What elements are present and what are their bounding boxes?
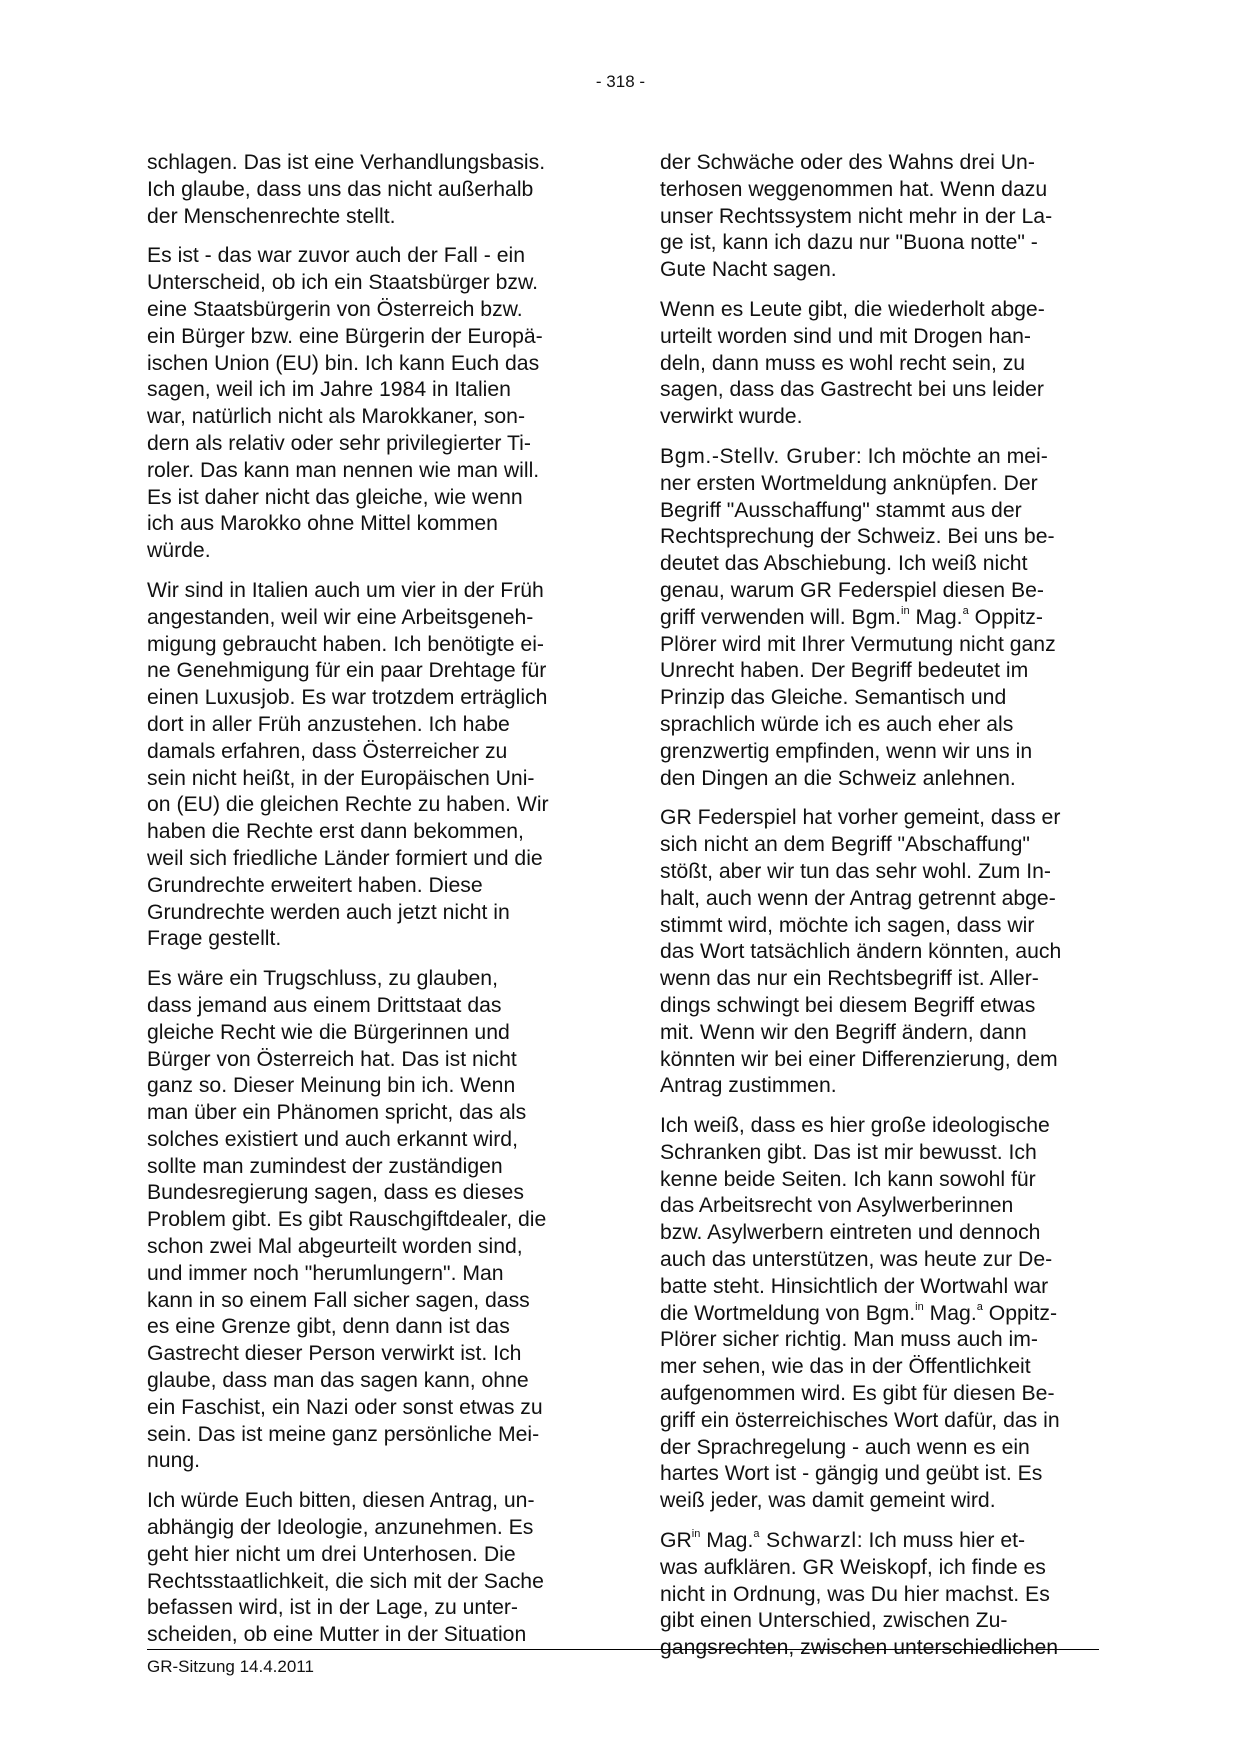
paragraph: der Schwäche oder des Wahns drei Un- terhosen weggenommen hat. Wenn dazu unser Rechtssystem nicht mehr in der La- ge ist, kann ich dazu nur "Buona notte" - Gute Nacht sagen. (660, 151, 1053, 282)
page-number: - 318 - (595, 72, 646, 91)
text-span: Mag. (700, 1529, 754, 1553)
right-column (660, 150, 1108, 1675)
superscript: in (901, 604, 910, 617)
paragraph: schlagen. Das ist eine Verhandlungsbasis. Ich glaube, dass uns das nicht außerhalb der Menschenrechte stellt. (147, 151, 546, 228)
text-span: Oppitz- Plörer sicher richtig. Man muss auch im- mer sehen, wie das in der Öffentlichkeit aufgenommen wird. Es gibt für diesen Be- griff ein österreichisches Wort dafür, das in der Sprachregelung - auch wenn es ein hartes Wort ist - gängig und geübt ist. Es weiß jeder, was damit gemeint wird. (660, 1301, 1060, 1513)
paragraph: GR Federspiel hat vorher gemeint, dass er sich nicht an dem Begriff "Abschaffung" stößt, aber wir tun das sehr wohl. Zum In- halt, auch wenn der Antrag getrennt abge- stimmt wird, möchte ich sagen, dass wir das Wort tatsächlich ändern könnten, auch wenn das nur ein Rechtsbegriff ist. Aller- dings schwingt bei diesem Begriff etwas mit. Wenn wir den Begriff ändern, dann könnten wir bei einer Differenzierung, dem Antrag zustimmen. (660, 806, 1062, 1098)
speaker-name: Schwarzl (759, 1529, 857, 1553)
superscript: a (753, 1528, 760, 1541)
superscript: in (691, 1528, 701, 1541)
speaker-paragraph-gruber (660, 444, 1108, 792)
paragraph: Ich würde Euch bitten, diesen Antrag, un- abhängig der Ideologie, anzunehmen. Es geht hier nicht um drei Unterhosen. Die Rechtsstaatlichkeit, die sich mit der Sache befassen wird, ist in der Lage, zu unter- scheiden, ob eine Mutter in der Situation (147, 1489, 544, 1647)
paragraph: Es ist - das war zuvor auch der Fall - ein Unterscheid, ob ich ein Staatsbürger bzw. eine Staatsbürgerin von Österreich bzw. ein Bürger bzw. eine Bürgerin der Europä- ischen Union (EU) bin. Ich kann Euch das sagen, weil ich im Jahre 1984 in Italien war, natürlich nicht als Marokkaner, son- dern als relativ oder sehr privilegierter Ti- roler. Das kann man nennen wie man will. Es ist daher nicht das gleiche, wie wenn ich aus Marokko ohne Mittel kommen würde. (147, 244, 543, 563)
footer-session-date: GR-Sitzung 14.4.2011 (147, 1657, 314, 1676)
superscript: a (962, 604, 969, 617)
speaker-name: Bgm.-Stellv. Gruber (660, 444, 856, 468)
text-span: GR (660, 1529, 692, 1553)
paragraph (660, 1113, 1108, 1515)
superscript: in (915, 1300, 924, 1313)
paragraph: Wir sind in Italien auch um vier in der Früh angestanden, weil wir eine Arbeitsgeneh- migung gebraucht haben. Ich benötigte ei- ne Genehmigung für ein paar Drehtage für einen Luxusjob. Es war trotzdem erträglich dort in aller Früh anzustehen. Ich habe damals erfahren, dass Österreicher zu sein nicht heißt, in der Europäischen Uni- on (EU) die gleichen Rechte zu haben. Wir haben die Rechte erst dann bekommen, weil sich friedliche Länder formiert und die Grundrechte erweitert haben. Diese Grundrechte werden auch jetzt nicht in Frage gestellt. (147, 578, 549, 951)
footer-divider (147, 1649, 1099, 1650)
paragraph: Wenn es Leute gibt, die wiederholt abge- urteilt worden sind und mit Drogen han- deln, dann muss es wohl recht sein, zu sagen, dass das Gastrecht bei uns leider verwirkt wurde. (660, 297, 1045, 429)
text-span: Mag. (923, 1301, 977, 1325)
paragraph: Es wäre ein Trugschluss, zu glauben, dass jemand aus einem Drittstaat das gleiche Recht wie die Bürgerinnen und Bürger von Österreich hat. Das ist nicht ganz so. Dieser Meinung bin ich. Wenn man über ein Phänomen spricht, das als solches existiert und auch erkannt wird, sollte man zumindest der zuständigen Bundesregierung sagen, dass es dieses Problem gibt. Es gibt Rauschgiftdealer, die schon zwei Mal abgeurteilt worden sind, und immer noch "herumlungern". Man kann in so einem Fall sicher sagen, dass es eine Grenze gibt, denn dann ist das Gastrecht dieser Person verwirkt ist. Ich glaube, dass man das sagen kann, ohne ein Faschist, ein Nazi oder sonst etwas zu sein. Das ist meine ganz persönliche Mei- nung. (147, 967, 547, 1473)
text-span: Oppitz- Plörer wird mit Ihrer Vermutung nicht ganz Unrecht haben. Der Begriff bedeutet im Prinzip das Gleiche. Semantisch und sprachlich würde ich es auch eher als grenzwertig empfinden, wenn wir uns in den Dingen an die Schweiz anlehnen. (660, 605, 1056, 790)
text-span: : Ich muss hier et- was aufklären. GR Weiskopf, ich finde es nicht in Ordnung, was Du hier machst. Es gibt einen Unterschied, zwischen Zu- gangsrechten, zwischen unterschiedlichen (660, 1529, 1059, 1660)
text-span: Mag. (909, 605, 963, 629)
superscript: a (976, 1300, 983, 1313)
left-column (147, 150, 595, 1662)
text-span: Ich weiß, dass es hier große ideologische Schranken gibt. Das ist mir bewusst. Ich kenne beide Seiten. Ich kann sowohl für das Arbeitsrecht von Asylwerberinnen bzw. Asylwerbern eintreten und dennoch auch das unterstützen, was heute zur De- batte steht. Hinsichtlich der Wortwahl war die Wortmeldung von Bgm. (660, 1114, 1053, 1325)
text-span: : Ich möchte an mei- ner ersten Wortmeldung anknüpfen. Der Begriff "Ausschaffung" stammt aus der Rechtsprechung der Schweiz. Bei uns be- deutet das Abschiebung. Ich weiß nicht genau, warum GR Federspiel diesen Be- griff verwenden will. Bgm. (660, 444, 1055, 629)
speaker-paragraph-schwarzl (660, 1528, 1108, 1662)
